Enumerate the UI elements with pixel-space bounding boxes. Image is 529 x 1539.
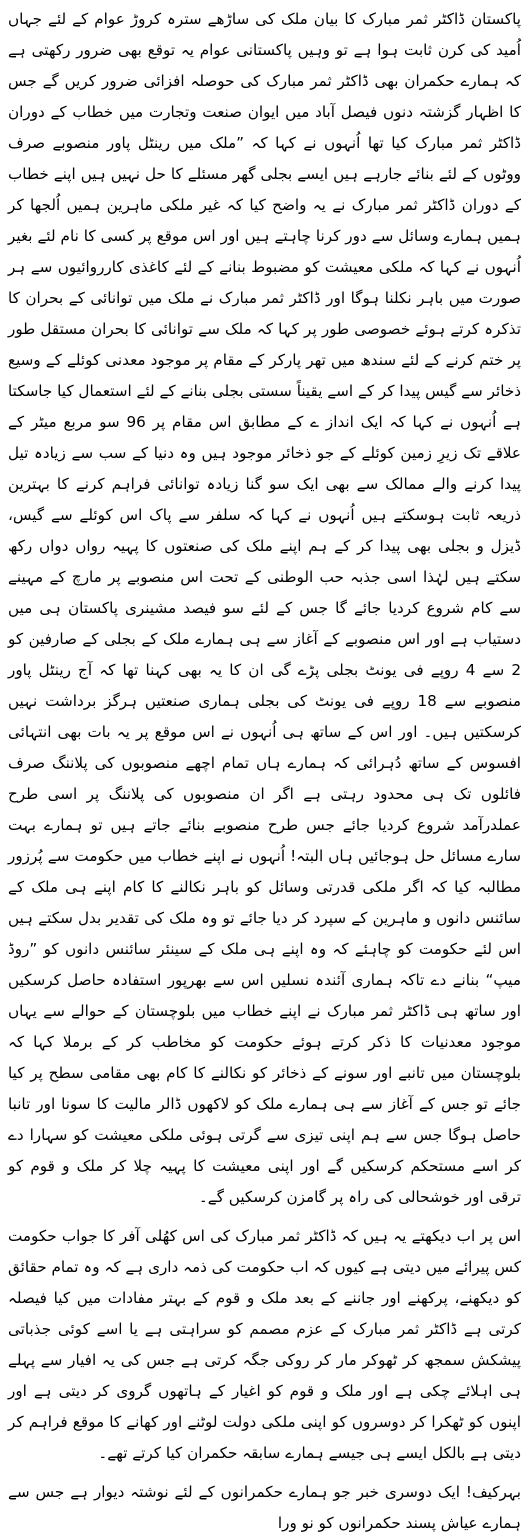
article-paragraph-3: بہرکیف! ایک دوسری خبر جو ہمارے حکمرانوں کے لئے نوشتہ دیوار ہے جس سے ہمارے عیاش پسند حکمرانوں کو نو ورا [8, 1483, 521, 1532]
urdu-article [8, 4, 521, 1539]
paragraph-spacer [8, 1213, 521, 1221]
paragraph-spacer [8, 1469, 521, 1477]
article-paragraph-1: پاکستان ڈاکٹر ثمر مبارک کا بیان ملک کی ساڑھے سترہ کروڑ عوام کے لئے جہاں اُمید کی کرن ثابت ہوا ہے تو وہیں پاکستانی عوام یہ توقع بھی ضرور رکھتی ہے کہ ہمارے حکمران بھی ڈاکٹر ثمر مبارک کی حوصلہ افزائی ضرور کریں گے جس کا اظہار گزشتہ دنوں فیصل آباد میں ایوان صنعت وتجارت میں خطاب کے دوران ڈاکٹر ثمر مبارک کیا تھا اُنہوں نے کہا کہ ”ملک میں رینٹل پاور منصوبے صرف ووٹوں کے لئے بنائے جارہے ہیں ایسے بجلی گھر مسئلے کا حل نہیں ہیں اپنے خطاب کے دوران ڈاکٹر ثمر مبارک نے یہ واضح کیا کہ غیر ملکی ماہرین ہمیں اُلجھا کر ہمیں ہمارے وسائل سے دور کرنا چاہتے ہیں اور اس موقع پر کسی کا نام لئے بغیر اُنہوں نے کہا کہ ملکی معیشت کو مضبوط بنانے کے لئے کاغذی کارروائیوں سے ہر صورت میں باہر نکلنا ہوگا اور ڈاکٹر ثمر مبارک نے ملک میں توانائی کے بحران کا تذکرہ کرتے ہوئے خصوصی طور پر کہا کہ ملک سے توانائی کا بحران مستقل طور پر ختم کرنے کے لئے سندھ میں تھر پارکر کے مقام پر موجود معدنی کوئلے کے وسیع ذخائر سے گیس پیدا کر کے اسے یقیناً سستی بجلی بنانے کے لئے استعمال کیا جاسکتا ہے اُنہوں نے کہا کہ ایک انداز ے کے مطابق اس مقام پر 96 سو مربع میٹر کے علاقے تک زیرِ زمین کوئلے کے جو ذخائر موجود ہیں وہ دنیا کے سب سے زیادہ تیل پیدا کرنے والے ممالک سے بھی ایک سو گنا زیادہ توانائی فراہم کرنے کا بہترین ذریعہ ثابت ہوسکتے ہیں اُنہوں نے کہا کہ سلفر سے پاک اس کوئلے سے گیس، ڈیزل و بجلی بھی پیدا کر کے ہم اپنے ملک کی صنعتوں کا پہیہ رواں دواں رکھ سکتے ہیں لہٰذا اسی جذبہ حب الوطنی کے تحت اس منصوبے پر مارچ کے مہینے سے کام شروع کردیا جائے گا جس کے لئے سو فیصد مشینری پاکستان ہی میں دستیاب ہے اور اس منصوبے کے آغاز سے ہی ہمارے ملک کے بجلی کے صارفین کو 2 سے 4 روپے فی یونٹ بجلی پڑے گی ان کا یہ بھی کہنا تھا کہ آج رینٹل پاور منصوبے سے 18 روپے فی یونٹ کی بجلی ہماری صنعتیں ہرگز برداشت نہیں کرسکتیں ہیں۔ اور اس کے ساتھ ہی اُنہوں نے اس موقع پر یہ بات بھی انتہائی افسوس کے ساتھ دُہرائی کہ ہمارے ہاں تمام اچھے منصوبوں کی پلاننگ صرف فائلوں تک ہی محدود رہتی ہے اگر ان منصوبوں کی پلاننگ پر اسی طرح عملدرآمد شروع کردیا جائے جس طرح منصوبے بنائے جاتے ہیں تو ہمارے بہت سارے مسائل حل ہوجائیں ہاں البتہ! اُنہوں نے اپنے خطاب میں حکومت سے پُرزور مطالبہ کیا کہ اگر ملکی قدرتی وسائل کو باہر نکالنے کا کام اپنے ہی ملک کے سائنس دانوں و ماہرین کے سپرد کر دیا جائے تو وہ ملک کی تقدیر بدل سکتے ہیں اس لئے حکومت کو چاہئے کہ وہ اپنے ہی ملک کے سینئر سائنس دانوں کو ”روڈ میپ“ بنانے دے تاکہ ہماری آئندہ نسلیں اس سے بھرپور استفادہ حاصل کرسکیں اور ساتھ ہی ڈاکٹر ثمر مبارک نے اپنے خطاب میں بلوچستان کے حوالے سے یہاں موجود معدنیات کا ذکر کرتے ہوئے حکومت کو مخاطب کر کے برملا کہا کہ بلوچستان میں تانبے اور سونے کے ذخائر کو نکالنے کا کام بھی مقامی سطح پر کیا جائے تو جس کے آغاز سے ہی ہمارے ملک کو لاکھوں ڈالر مالیت کا سونا اور تانبا حاصل ہوگا جس سے ہم اپنی تیزی سے گرتی ہوئی ملکی معیشت کو سہارا دے کر اسے مستحکم کرسکیں گے اور اپنی معیشت کا پہیہ چلا کر ملک و قوم کو ترقی اور خوشحالی کی راہ پر گامزن کرسکیں گے۔ [7, 10, 521, 1206]
article-paragraph-2: اس پر اب دیکھتے یہ ہیں کہ ڈاکٹر ثمر مبارک کی اس کھُلی آفر کا جواب حکومت کس پیرائے میں دیتی ہے کیوں کہ اب حکومت کی ذمہ داری ہے کہ وہ تمام حقائق کو دیکھنے، پرکھنے اور جاننے کے بعد ملک و قوم کے بہتر مفادات میں کیا فیصلہ کرتی ہے ڈاکٹر ثمر مبارک کے عزم مصمم کو سراہتی ہے یا اسے کوئی جذباتی پیشکش سمجھ کر ٹھوکر مار کر روکی جگہ کرتی ہے جس کی یہ افیار سے پہلے ہی اہلائے چکی ہے اور ملک و قوم کو اغیار کے ہاتھوں گروی کر دیتی ہے اور اپنوں کو ٹھکرا کر دوسروں کو اپنی ملکی دولت لوٹنے اور کھانے کا موقع فراہم کر دیتی ہے بالکل ایسے ہی جیسے ہمارے سابقہ حکمران کیا کرتے تھے۔ [8, 1227, 521, 1462]
